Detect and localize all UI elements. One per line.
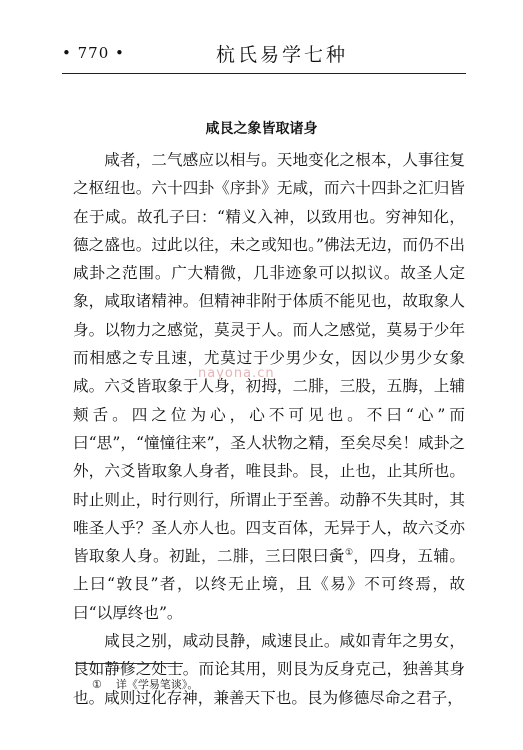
paragraph-1-text: 咸者，二气感应以相与。天地变化之根本，人事往复之枢纽也。六十四卦《序卦》无咸，而六十四卦之汇归皆在于咸。故孔子曰：“精义入神，以致用也。穷神知化，德之盛也。过此以往，未之或知也。”佛法无边，而仍不出咸卦之范围。广大精微，几非迹象可以拟议。故圣人定象，咸取诸精神。但精神非附于体质不能见也，故取象人身。以物力之感觉，莫灵于人。而人之感觉，莫易于少年而相感之专且速，尤莫过于少男少女，因以少男少女象咸。六爻皆取象于人身，初拇，二腓，三股，五脢，上辅颊舌。四之位为心，心不可见也。不曰“心”而曰“思”，“憧憧往来”，圣人状物之精，至矣尽矣！咸卦之外，六爻皆取象人身者，唯艮卦。艮，止也，止其所也。时止则止，时行则行，所谓止于至善。动静不失其时，其唯圣人乎？圣人亦人也。四支百体，无异于人，故六爻亦皆取象人身。初趾，二腓，三曰限曰夤	[73, 151, 465, 566]
footnote	[92, 676, 198, 692]
watermark: nayona.cn	[198, 366, 275, 381]
paragraph-2: 咸艮之别，咸动艮静，咸速艮止。咸如青年之男女，艮如静修之处士。而论其用，则艮为反身克己，独善其身也。咸则过化存神，兼善天下也。艮为修德尽命之君子，	[73, 632, 465, 707]
footnote-text: 详《学易笔谈》。	[115, 678, 199, 691]
book-title: 杭氏易学七种	[216, 44, 349, 66]
body-text	[73, 146, 465, 712]
paragraph-1	[73, 146, 465, 627]
header-rule	[62, 73, 466, 74]
footnote-reference[interactable]: ①	[344, 547, 354, 558]
section-title: 咸艮之象皆取诸身	[205, 121, 318, 137]
footnote-rule	[75, 663, 183, 664]
footnote-mark: ①	[92, 678, 102, 691]
page-number: • 770 •	[62, 44, 125, 62]
paragraph-1-text-continued: ，四身，五辅。上曰“敦艮”者，以终无止境，且《易》不可终焉，故曰“以厚终也”。	[73, 547, 465, 622]
page-header	[0, 0, 523, 70]
